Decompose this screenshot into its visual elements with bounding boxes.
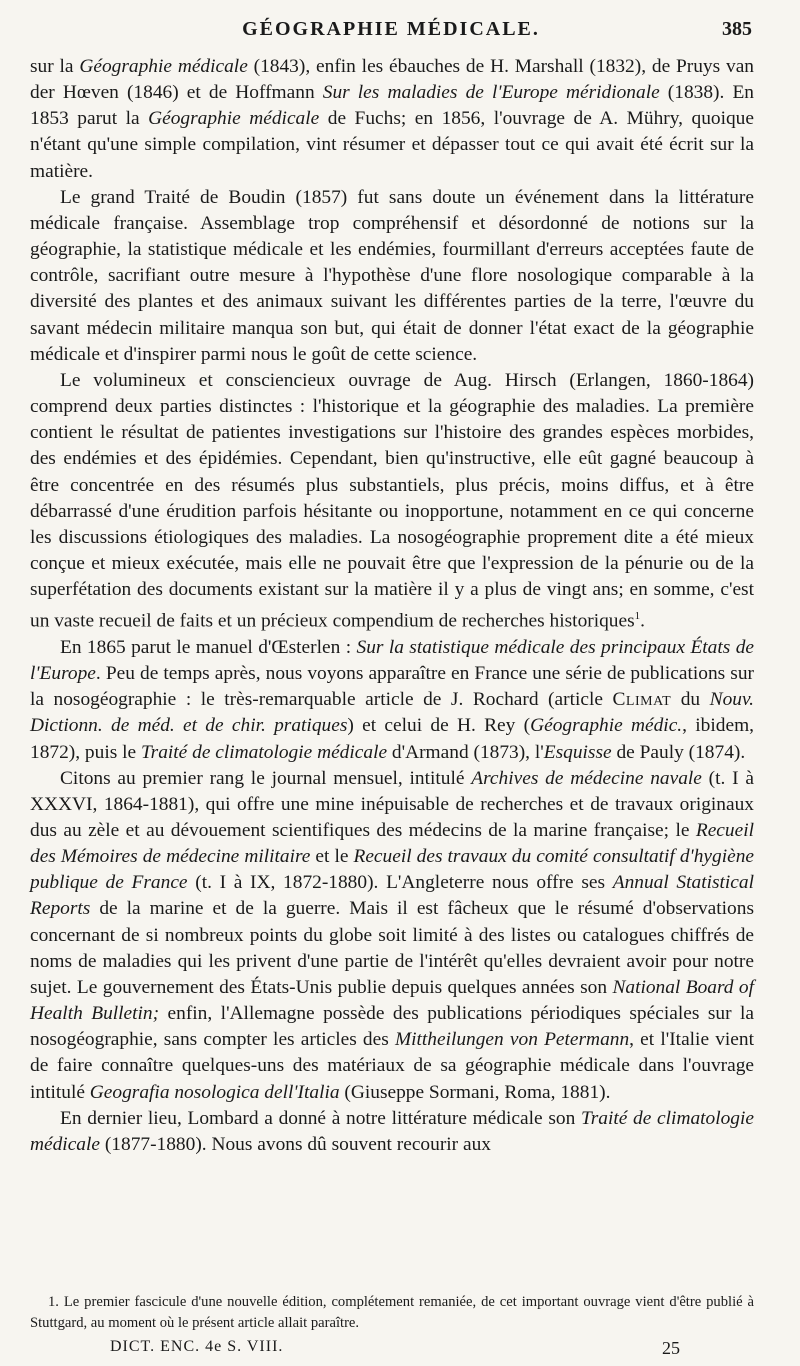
signature-line [110, 1338, 680, 1360]
text-run: En 1865 parut le manuel d'Œsterlen : [60, 636, 357, 658]
text-run: . Peu de temps après, nous voyons apparaître en France une série de publications sur la nosogéographie : le très-remarquable article de J. Rochard (article [30, 663, 754, 711]
text-run: . [640, 610, 646, 632]
italic-title: Sur les maladies de l'Europe méridionale [322, 82, 660, 104]
text-run: Citons au premier rang le journal mensuel, intitulé [60, 767, 472, 789]
text-run: de Fuchs; en 1856, l'ouvrage de A. Mühry, quoique n'étant qu'une simple compilation, vint résumer et dépasser tout ce qui avait été écrit sur la matière. [30, 108, 754, 182]
text-run: (1843), enfin les ébauches de H. Marshall (1832), de Pruys van der Hœven (1846) et de Hoffmann [30, 56, 754, 104]
italic-title: Traité de climatologie médicale [30, 1107, 754, 1155]
footnote-marker[interactable]: 1 [634, 610, 641, 623]
text-run: Le volumineux et consciencieux ouvrage de Aug. Hirsch (Erlangen, 1860-1864) comprend deux parties distinctes : l'historique et la géographie des maladies. La première contient le résultat de patientes investigations sur l'histoire des grandes espèces morbides, des endémies et des épidémies. Cependant, bien qu'instructive, elle eût gagné beaucoup à être concentrée en des résumés plus substantiels, plus précis, moins diffus, et à être débarrassé d'une érudition parfois hésitante ou inopportune, notamment en ce qui concerne les discussions étiologiques des maladies. La nosogéographie proprement dite a été mieux conçue et mieux exécutée, mais elle ne pouvait être que l'expression de la pénurie ou de la superfétation des documents existant sur la matière il y a plus de vingt ans; en somme, c'est un vaste recueil de faits et un précieux compendium de recherches historiques [30, 369, 754, 632]
italic-title: Sur la statistique médicale des principaux États de l'Europe [30, 636, 755, 685]
text-run: (Giuseppe Sormani, Roma, 1881). [339, 1081, 611, 1103]
small-caps-term: Climat [612, 689, 672, 711]
paragraph-5 [30, 766, 754, 1106]
footnote [30, 1292, 754, 1334]
body-text [30, 54, 754, 1158]
text-run: de Pauly (1874). [611, 741, 746, 763]
text-run: , et l'Italie vient de faire connaître quelques-uns des matériaux de sa géographie médicale dans l'ouvrage intitulé [30, 1029, 754, 1103]
italic-title: Recueil des Mémoires de médecine militaire [30, 820, 754, 868]
italic-title: Géographie médicale [79, 56, 248, 77]
italic-title: Archives de médecine navale [471, 767, 702, 789]
italic-title: Traité de climatologie médicale [140, 741, 388, 763]
text-run: , ibidem, 1872), puis le [30, 715, 754, 763]
paragraph-6 [30, 1106, 754, 1158]
paragraph-1 [30, 54, 754, 185]
signature-number: 25 [662, 1338, 680, 1358]
page-number: 385 [722, 18, 752, 40]
text-run: sur la [30, 56, 80, 77]
text-run: du [671, 689, 710, 711]
running-head [30, 18, 752, 48]
paragraph-3 [30, 368, 754, 635]
paragraph-2: Le grand Traité de Boudin (1857) fut sans doute un événement dans la littérature médicale française. Assemblage trop compréhensif et désordonné de notions sur la géographie, la statistique médicale et les endémies, fourmillant d'erreurs acceptées faute de contrôle, sacrifiant outre mesure à l'hypothèse d'une flore nosologique comparable à la diversité des plantes et des animaux suivant les différentes parties de la terre, l'œuvre du savant médecin militaire manqua son but, qui était de donner l'état exact de la géographie médicale et d'inspirer parmi nous le goût de cette science. [30, 186, 754, 365]
text-run: (1838). En 1853 parut la [30, 82, 755, 130]
italic-title: Nouv. Dictionn. de méd. et de chir. pratiques [30, 689, 754, 737]
italic-title: Annual Statistical Reports [30, 872, 754, 920]
text-run: et le [310, 846, 354, 868]
text-run: de la marine et de la guerre. Mais il est fâcheux que le résumé d'observations concernant de si nombreux points du globe soit limité à des listes ou catalogues chiffrés de noms de maladies qui les privent d'une partie de l'intérêt qu'elles devraient avoir pour notre sujet. Le gouvernement des États-Unis publie depuis quelques années son [30, 898, 754, 998]
italic-title: Géographie médicale [148, 108, 320, 130]
signature-mark: DICT. ENC. 4e S. VIII. [110, 1338, 284, 1355]
italic-title: Géographie médic. [530, 715, 683, 737]
text-run: enfin, l'Allemagne possède des publications périodiques spéciales sur la nosogéographie, sans compter les articles des [30, 1003, 754, 1051]
text-run: (t. I à IX, 1872-1880). L'Angleterre nous offre ses [187, 872, 613, 894]
italic-title: Recueil des travaux du comité consultatif d'hygiène publique de France [30, 846, 754, 894]
text-run: En dernier lieu, Lombard a donné à notre littérature médicale son [60, 1107, 581, 1129]
page-title: GÉOGRAPHIE MÉDICALE. [242, 18, 540, 40]
italic-title: National Board of Health Bulletin; [30, 976, 754, 1025]
text-run: d'Armand (1873), l' [387, 741, 544, 763]
text-run: ) et celui de H. Rey ( [347, 715, 531, 737]
text-run: (1877-1880). Nous avons dû souvent recourir aux [100, 1133, 491, 1155]
italic-title: Mittheilungen von Petermann [394, 1029, 630, 1051]
text-run: (t. I à XXXVI, 1864-1881), qui offre une mine inépuisable de recherches et de travaux originaux dus au zèle et au dévouement scientifiques des médecins de la marine française; le [30, 767, 754, 841]
italic-title: Geografia nosologica dell'Italia [89, 1081, 340, 1103]
italic-title: Esquisse [543, 741, 612, 763]
footnote-text: 1. Le premier fascicule d'une nouvelle édition, complétement remaniée, de cet important ouvrage vient d'être publié à Stuttgard, au moment où le présent article allait paraître. [30, 1294, 754, 1331]
paragraph-4 [30, 635, 754, 766]
